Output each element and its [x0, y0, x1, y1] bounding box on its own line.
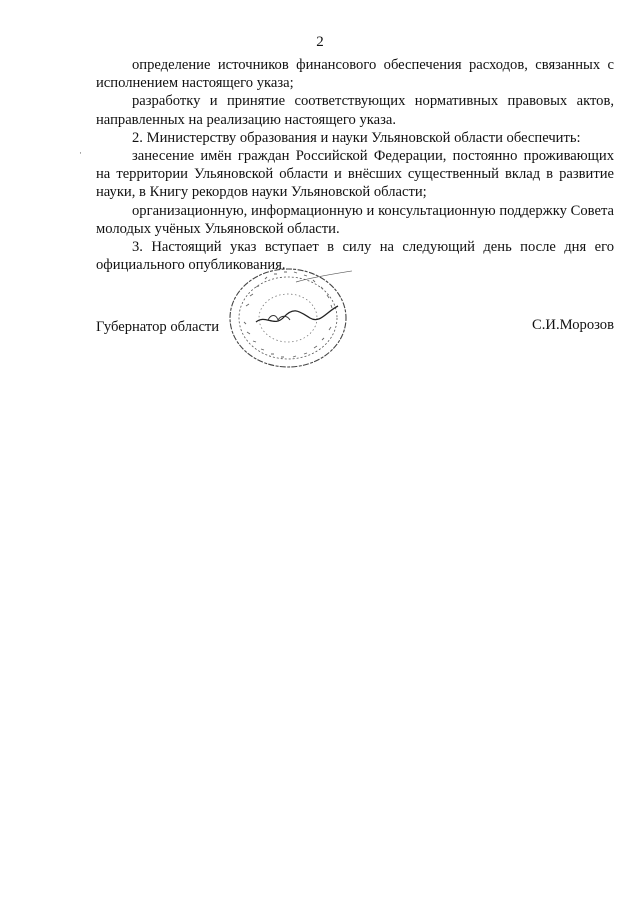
paragraph-record-book: занесение имён граждан Российской Федерации, постоянно проживающих на территории Ульяновской области и внёсших существенный вклад в развитие науки, в Книгу рекордов науки Ульяновской области;	[96, 148, 614, 201]
paragraph-young-scientists-support: организационную, информационную и консультационную поддержку Совета молодых учёных Ульяновской области.	[96, 202, 614, 237]
paragraph-effective-date: 3. Настоящий указ вступает в силу на следующий день после дня его официального опубликования.	[96, 239, 614, 274]
paragraph-ministry-duty: 2. Министерству образования и науки Ульяновской области обеспечить:	[132, 129, 581, 146]
margin-mark: ·	[79, 148, 82, 158]
signatory-position: Губернатор области	[96, 319, 220, 335]
document-body	[96, 56, 614, 274]
paragraph-funding-sources: определение источников финансового обеспечения расходов, связанных с исполнением настоящего указа;	[96, 57, 614, 92]
signatory-name: С.И.Морозов	[532, 317, 614, 333]
page-number: 2	[316, 34, 324, 50]
official-seal-stamp	[226, 262, 352, 368]
paragraph-legal-acts: разработку и принятие соответствующих нормативных правовых актов, направленных на реализацию настоящего указа.	[96, 93, 614, 128]
